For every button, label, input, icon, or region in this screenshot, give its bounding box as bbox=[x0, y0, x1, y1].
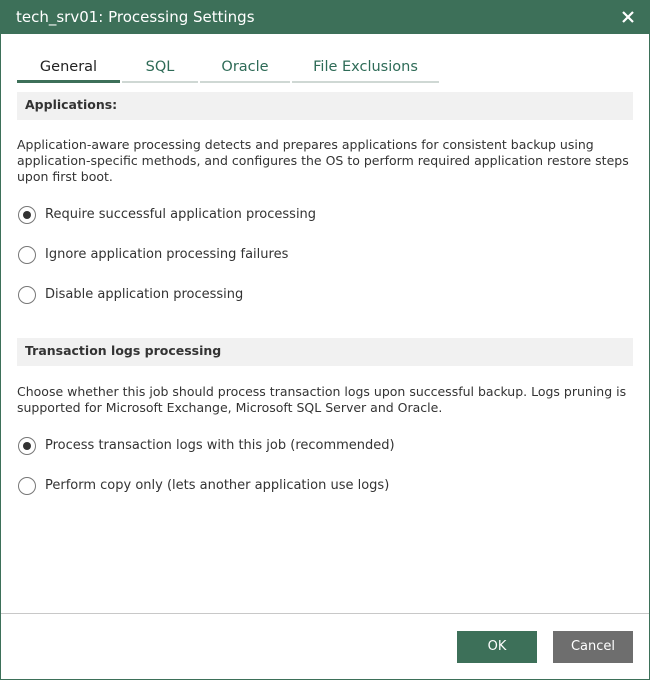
radio-button[interactable] bbox=[18, 206, 36, 224]
transaction-logs-section-header: Transaction logs processing bbox=[17, 338, 633, 366]
radio-button[interactable] bbox=[18, 286, 36, 304]
radio-dot bbox=[23, 442, 31, 450]
title-bar bbox=[1, 1, 649, 34]
radio-button[interactable] bbox=[18, 246, 36, 264]
close-icon[interactable] bbox=[617, 6, 639, 28]
footer-divider bbox=[1, 613, 649, 614]
radio-label: Process transaction logs with this job (recommended) bbox=[45, 438, 395, 453]
radio-dot bbox=[23, 211, 31, 219]
radio-button[interactable] bbox=[18, 437, 36, 455]
tab-file-exclusions[interactable]: File Exclusions bbox=[292, 53, 439, 83]
applications-section-header: Applications: bbox=[17, 92, 633, 120]
window-title: tech_srv01: Processing Settings bbox=[16, 8, 255, 26]
tab-oracle[interactable]: Oracle bbox=[200, 53, 290, 83]
tab-sql[interactable]: SQL bbox=[122, 53, 198, 83]
transaction-logs-description: Choose whether this job should process transaction logs upon successful backup. Logs pruning is supported for Microsoft Exchange, Microsoft SQL Server and Oracle. bbox=[17, 384, 627, 415]
radio-label: Disable application processing bbox=[45, 287, 244, 302]
radio-label: Ignore application processing failures bbox=[45, 247, 289, 262]
ok-button[interactable]: OK bbox=[457, 631, 537, 663]
radio-label: Perform copy only (lets another application use logs) bbox=[45, 478, 390, 493]
cancel-button[interactable]: Cancel bbox=[553, 631, 633, 663]
radio-label: Require successful application processing bbox=[45, 207, 317, 222]
radio-button[interactable] bbox=[18, 477, 36, 495]
applications-description: Application-aware processing detects and prepares applications for consistent backup using application-specific methods, and configures the OS to perform required application restore steps upon first boot. bbox=[17, 137, 629, 184]
tab-general[interactable]: General bbox=[17, 53, 120, 83]
